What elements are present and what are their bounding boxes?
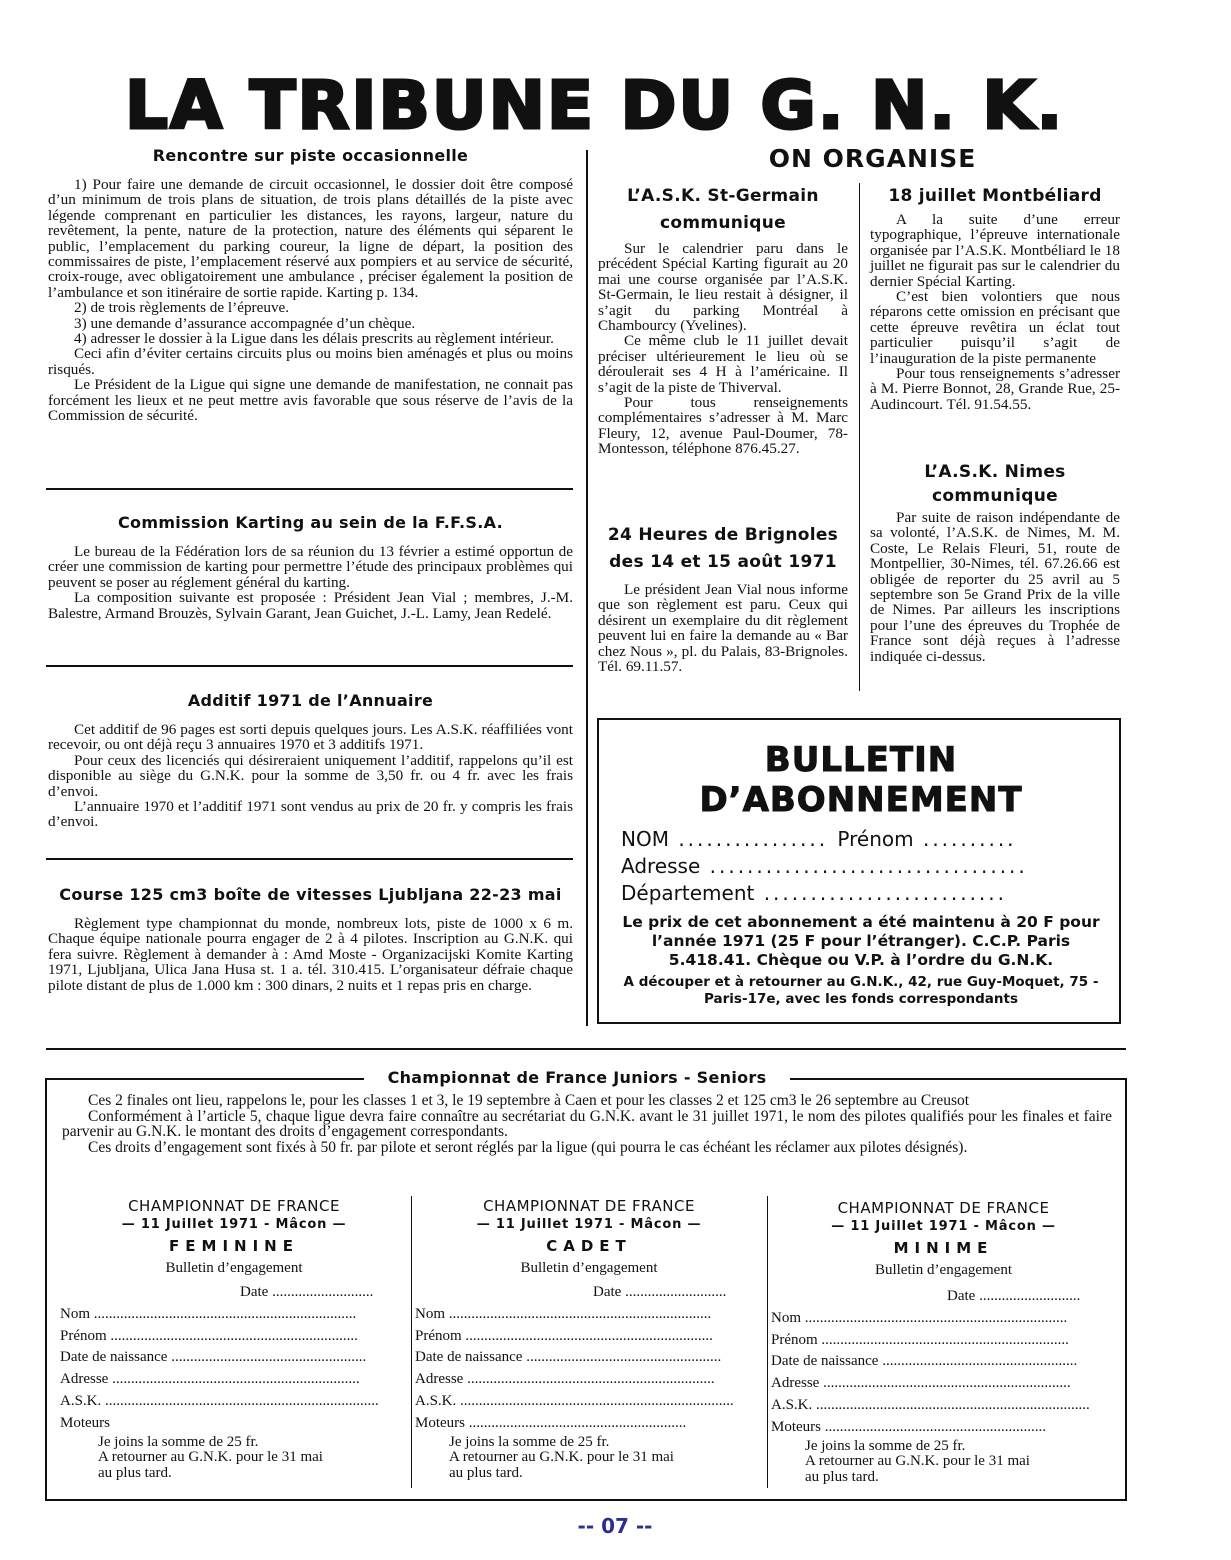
- engagement-form-cadet: [415, 1197, 763, 1481]
- paragraph: Par suite de raison indépendante de sa volonté, l’A.S.K. de Nimes, M. M. Coste, Le Relais Fleuri, 51, route de Montpellier, 30-Nimes, tél. 67.26.66 est obligée de reporter du 25 avril au 5 septembre son 5e Grand Prix de la ville de Nimes. Par ailleurs les inscriptions pour l’une des épreuves du Trophée de France sont déjà reçues à l’adresse indiquée ci-dessus.: [870, 509, 1120, 665]
- paragraph: Ceci afin d’éviter certains circuits plus ou moins bien aménagés et plus ou moins risqués.: [48, 345, 573, 378]
- course-title: Course 125 cm3 boîte de vitesses Ljubljana 22-23 mai: [59, 885, 562, 904]
- additif-title: Additif 1971 de l’Annuaire: [187, 691, 434, 710]
- rencontre-section: [48, 146, 573, 424]
- price-note: Le prix de cet abonnement a été maintenu à 20 F pour l’année 1971 (25 F pour l’étranger). C.C.P. Paris 5.418.41. Chèque ou V.P. à l’ordre du G.N.K.: [622, 913, 1100, 969]
- paragraph: 1) Pour faire une demande de circuit occasionnel, le dossier doit être composé d’un minimum de trois plans de situation, de trois plans détaillés de la piste avec légende comprenant en particulier les distances, les rayons, largeur, nature du revêtement, la pente, nature de la protection, nature des éléments qui séparent le public, l’emplacement du parking coureur, la ligne de départ, la position des commissaires de piste, l’emplacement réservé aux pompiers et au service de sécurité, croix-rouge, avec obligatoirement une ambulance , préciser également la position de l’ambulance et son itinéraire de sortie rapide. Karting p. 134.: [48, 176, 573, 301]
- nom-field[interactable]: Nom ......................................................................: [60, 1305, 357, 1322]
- nimes-title-line1: L’A.S.K. Nimes: [924, 462, 1066, 482]
- moteurs-field[interactable]: Moteurs ..........................................................: [415, 1414, 687, 1431]
- masthead: LA TRIBUNE DU G. N. K.: [125, 67, 1065, 144]
- note-line: Je joins la somme de 25 fr.: [449, 1433, 610, 1450]
- field-label: Adresse: [771, 1375, 820, 1392]
- form-date-place: — 11 Juillet 1971 - Mâcon —: [121, 1217, 347, 1232]
- departement-label: Département: [621, 881, 755, 905]
- moteurs-field[interactable]: Moteurs ...........................................................: [771, 1418, 1046, 1435]
- ask-field[interactable]: A.S.K. .........................................................................: [415, 1392, 734, 1409]
- form-note: [415, 1435, 763, 1482]
- note-line: A retourner au G.N.K. pour le 31 mai: [805, 1453, 1030, 1470]
- paragraph: C’est bien volontiers que nous réparons cette omission en précisant que cette épreuve revêtira un éclat tout particulier puisqu’il s’agit de l’inauguration de la piste permanente: [870, 288, 1120, 367]
- paragraph: 2) de trois règlements de l’épreuve.: [74, 299, 290, 317]
- field-label: Adresse: [60, 1371, 109, 1388]
- section-rule: [46, 858, 573, 860]
- section-rule: [46, 488, 573, 490]
- paragraph: Ces droits d’engagement sont fixés à 50 fr. par pilote et seront réglés par la ligue (qui pourra le cas échéant les réclamer aux pilotes désignés).: [88, 1138, 968, 1156]
- bulletin-title-line1: BULLETIN: [764, 740, 958, 780]
- stgermain-title-line1: L’A.S.K. St-Germain: [627, 186, 819, 206]
- form-date-place: — 11 Juillet 1971 - Mâcon —: [476, 1217, 702, 1232]
- prenom-field[interactable]: Prénom ..................................................................: [60, 1327, 358, 1344]
- rencontre-title: Rencontre sur piste occasionnelle: [152, 146, 469, 165]
- montbeliard-body: [870, 212, 1120, 412]
- field-label: Prénom: [771, 1331, 818, 1348]
- form-category: CADET: [546, 1237, 632, 1255]
- note-line: Je joins la somme de 25 fr.: [98, 1433, 259, 1450]
- engagement-form-feminine: [60, 1197, 408, 1481]
- form-heading: CHAMPIONNAT DE FRANCE: [128, 1197, 340, 1215]
- paragraph: Cet additif de 96 pages est sorti depuis quelques jours. Les A.S.K. réaffiliées vont recevoir, ou ont déjà reçu 3 annuaires 1970 et 3 additifs 1971.: [48, 721, 573, 754]
- field-label: Nom: [60, 1305, 90, 1322]
- course-section: [48, 885, 573, 993]
- championnat-title: Championnat de France Juniors - Seniors: [364, 1068, 790, 1088]
- field-label: A.S.K.: [60, 1392, 102, 1409]
- stgermain-title: [598, 183, 848, 237]
- paragraph: Conformément à l’article 5, chaque ligue devra faire connaître au secrétariat du G.N.K. avant le 31 juillet 1971, le nom des pilotes qualifiés pour les finales et faire parvenir au G.N.K. le montant des droits d’engagement correspondants.: [62, 1107, 1112, 1141]
- paragraph: Sur le calendrier paru dans le précédent Spécial Karting figurait au 20 mai une course organisée par l’A.S.K. St-Germain, le lieu restait à désigner, il s’agit du parking Montréal à Chambourcy (Yvelines).: [598, 240, 848, 335]
- adresse-field[interactable]: Adresse ..................................................................: [415, 1371, 715, 1388]
- nom-field[interactable]: Nom ......................................................................: [415, 1305, 712, 1322]
- additif-body: [48, 722, 573, 830]
- nimes-title-line2: communique: [931, 486, 1059, 506]
- date-field[interactable]: Date ...........................: [593, 1284, 727, 1300]
- note-line: au plus tard.: [449, 1464, 523, 1481]
- nom-field[interactable]: Nom ......................................................................: [771, 1309, 1068, 1326]
- brignoles-title-line1: 24 Heures de Brignoles: [607, 525, 839, 545]
- note-line: A retourner au G.N.K. pour le 31 mai: [449, 1449, 674, 1466]
- note-line: au plus tard.: [98, 1464, 172, 1481]
- date-label: Date: [947, 1288, 976, 1304]
- birthdate-field[interactable]: Date de naissance ....................................................: [771, 1353, 1078, 1370]
- field-label: Date de naissance: [60, 1349, 168, 1366]
- nimes-title: [870, 460, 1120, 508]
- additif-section: [48, 691, 573, 830]
- moteurs-field[interactable]: [60, 1413, 408, 1435]
- commission-body: [48, 544, 573, 621]
- column-divider: [586, 150, 588, 1026]
- paragraph: Ces 2 finales ont lieu, rappelons le, pour les classes 1 et 3, le 19 septembre à Caen et pour les classes 2 et 125 cm3 le 26 septembre au Creusot: [88, 1092, 970, 1109]
- field-label: Adresse: [415, 1371, 464, 1388]
- stgermain-section: [598, 183, 848, 457]
- on-organise-title: ON ORGANISE: [768, 144, 977, 173]
- paragraph: Le Président de la Ligue qui signe une demande de manifestation, ne connait pas forcément les lieux et ne peut mettre avis favorable que sous réserve de l’avis de la Commission de sécurité.: [48, 376, 573, 425]
- commission-section: [48, 513, 573, 621]
- prenom-field[interactable]: Prénom ..................................................................: [415, 1327, 713, 1344]
- return-note: A découper et à retourner au G.N.K., 42, rue Guy-Moquet, 75 - Paris-17e, avec les fonds correspondants: [623, 974, 1099, 1007]
- engagement-form-minime: [771, 1197, 1116, 1485]
- paragraph: 4) adresser le dossier à la Ligue dans les délais prescrits au règlement intérieur.: [74, 330, 554, 348]
- bulletin-box: [597, 718, 1121, 1024]
- field-label: Nom: [415, 1305, 445, 1322]
- form-subtitle: Bulletin d’engagement: [874, 1262, 1013, 1278]
- form-heading: CHAMPIONNAT DE FRANCE: [483, 1197, 695, 1215]
- paragraph: Pour tous renseignements s’adresser à M. Pierre Bonnot, 28, Grande Rue, 25-Audincourt. Tél. 91.54.55.: [870, 365, 1120, 413]
- form-category: MINIME: [893, 1239, 994, 1257]
- commission-title: Commission Karting au sein de la F.F.S.A.: [118, 513, 503, 532]
- form-divider: [411, 1196, 412, 1488]
- paragraph: A la suite d’une erreur typographique, l’épreuve internationale organisée par l’A.S.K. Montbéliard le 18 juillet ne figurait pas sur le calendrier du dernier Spécial Karting.: [870, 211, 1120, 290]
- form-date-place: — 11 Juillet 1971 - Mâcon —: [831, 1219, 1056, 1234]
- form-category: FEMININE: [169, 1237, 299, 1255]
- departement-field[interactable]: Département ..........................: [621, 881, 1007, 905]
- paragraph: Pour tous renseignements complémentaires s’adresser à M. Marc Fleury, 12, avenue Paul-Doumer, 78-Montesson, téléphone 876.45.27.: [598, 394, 848, 458]
- field-label: Prénom: [415, 1327, 462, 1344]
- field-label: Date de naissance: [771, 1353, 879, 1370]
- form-subtitle: Bulletin d’engagement: [165, 1260, 303, 1276]
- championnat-body: [62, 1093, 1112, 1155]
- field-label: Nom: [771, 1309, 801, 1326]
- bulletin-title: [621, 740, 1101, 820]
- adresse-label: Adresse: [621, 854, 701, 878]
- nom-field[interactable]: NOM ................ Prénom ..........: [621, 827, 1017, 851]
- form-heading: CHAMPIONNAT DE FRANCE: [837, 1199, 1050, 1217]
- paragraph: 3) une demande d’assurance accompagnée d’un chèque.: [74, 314, 416, 332]
- paragraph: Pour ceux des licenciés qui désireraient uniquement l’additif, rappelons qu’il est disponible au siège du G.N.K. pour la somme de 3,50 fr. ou 4 fr. avec les frais d’envoi.: [48, 751, 573, 800]
- form-note: [60, 1435, 408, 1482]
- birthdate-field[interactable]: Date de naissance ....................................................: [60, 1349, 367, 1366]
- paragraph: Règlement type championnat du monde, nombreux lots, piste de 1000 x 6 m. Chaque équipe nationale pourra engager de 2 à 4 pilotes. Inscription au G.N.K. qui fera suivre. Règlement à demander à : Amd Moste - Organizacijski Komite Karting 1971, Ljubljana, Ulica Jana Husa st. 1 a. tél. 310.415. L’organisateur défraie chaque pilote distant de plus de 1.000 km : 300 dinars, 2 nuits et 1 repas pris en charge.: [48, 915, 573, 994]
- field-label: Moteurs: [415, 1414, 465, 1431]
- date-field[interactable]: Date ...........................: [947, 1288, 1081, 1304]
- brignoles-section: [598, 522, 848, 674]
- montbeliard-section: [870, 183, 1120, 412]
- rencontre-body: [48, 177, 573, 424]
- page-number: -- 07 --: [577, 1514, 653, 1538]
- form-subtitle: Bulletin d’engagement: [520, 1260, 658, 1276]
- birthdate-field[interactable]: Date de naissance ....................................................: [415, 1349, 722, 1366]
- paragraph: Le président Jean Vial nous informe que son règlement est paru. Ceux qui désirent un exemplaire du dit règlement peuvent lui en faire la demande au « Bar chez Nous », pl. du Palais, 83-Brignoles. Tél. 69.11.57.: [598, 581, 848, 676]
- adresse-field[interactable]: Adresse ..................................: [621, 854, 1028, 878]
- date-label: Date: [240, 1284, 269, 1300]
- section-rule: [46, 1048, 1126, 1050]
- adresse-field[interactable]: Adresse ..................................................................: [771, 1375, 1071, 1392]
- date-field[interactable]: Date ...........................: [240, 1284, 374, 1300]
- ask-field[interactable]: A.S.K. .........................................................................: [60, 1392, 379, 1409]
- montbeliard-title: 18 juillet Montbéliard: [888, 186, 1102, 206]
- nimes-body: [870, 510, 1120, 664]
- adresse-field[interactable]: Adresse ..................................................................: [60, 1371, 360, 1388]
- paragraph: Le bureau de la Fédération lors de sa réunion du 13 février a estimé opportun de créer une commission de karting pour permettre l’étude des principaux problèmes qui peuvent se poser au réglement général du karting.: [48, 543, 573, 591]
- column-divider: [859, 183, 860, 691]
- prenom-field[interactable]: Prénom ..................................................................: [771, 1331, 1069, 1348]
- date-label: Date: [593, 1284, 622, 1300]
- field-label: Prénom: [60, 1327, 107, 1344]
- bulletin-title-line2: D’ABONNEMENT: [699, 780, 1023, 820]
- field-label: A.S.K.: [771, 1396, 813, 1413]
- course-body: [48, 916, 573, 993]
- prenom-label: Prénom: [837, 827, 914, 851]
- paragraph: La composition suivante est proposée : Président Jean Vial ; membres, J.-M. Balestre, Armand Brouzès, Sylvain Garant, Jean Guichet, J.-L. Lamy, Jean Redelé.: [48, 589, 573, 622]
- field-label: Moteurs: [771, 1418, 821, 1435]
- ask-field[interactable]: A.S.K. .........................................................................: [771, 1396, 1090, 1413]
- paragraph: L’annuaire 1970 et l’additif 1971 sont vendus au prix de 20 fr. y compris les frais d’envoi.: [48, 798, 573, 831]
- nom-label: NOM: [621, 827, 669, 851]
- brignoles-title: [598, 522, 848, 576]
- field-label: Moteurs: [60, 1414, 110, 1431]
- stgermain-body: [598, 241, 848, 457]
- note-line: au plus tard.: [805, 1468, 879, 1485]
- section-rule: [46, 665, 573, 667]
- form-note: [771, 1439, 1116, 1486]
- paragraph: Ce même club le 11 juillet devait préciser ultérieurement le lieu où se déroulerait ses 4 H à l’américaine. Il s’agit de la piste de Thiverval.: [598, 332, 848, 396]
- field-label: A.S.K.: [415, 1392, 457, 1409]
- nimes-section: [870, 460, 1120, 664]
- note-line: A retourner au G.N.K. pour le 31 mai: [98, 1449, 323, 1466]
- field-label: Date de naissance: [415, 1349, 523, 1366]
- stgermain-title-line2: communique: [659, 213, 787, 233]
- note-line: Je joins la somme de 25 fr.: [805, 1437, 966, 1454]
- brignoles-title-line2: des 14 et 15 août 1971: [609, 552, 837, 572]
- brignoles-body: [598, 582, 848, 674]
- form-divider: [767, 1196, 768, 1488]
